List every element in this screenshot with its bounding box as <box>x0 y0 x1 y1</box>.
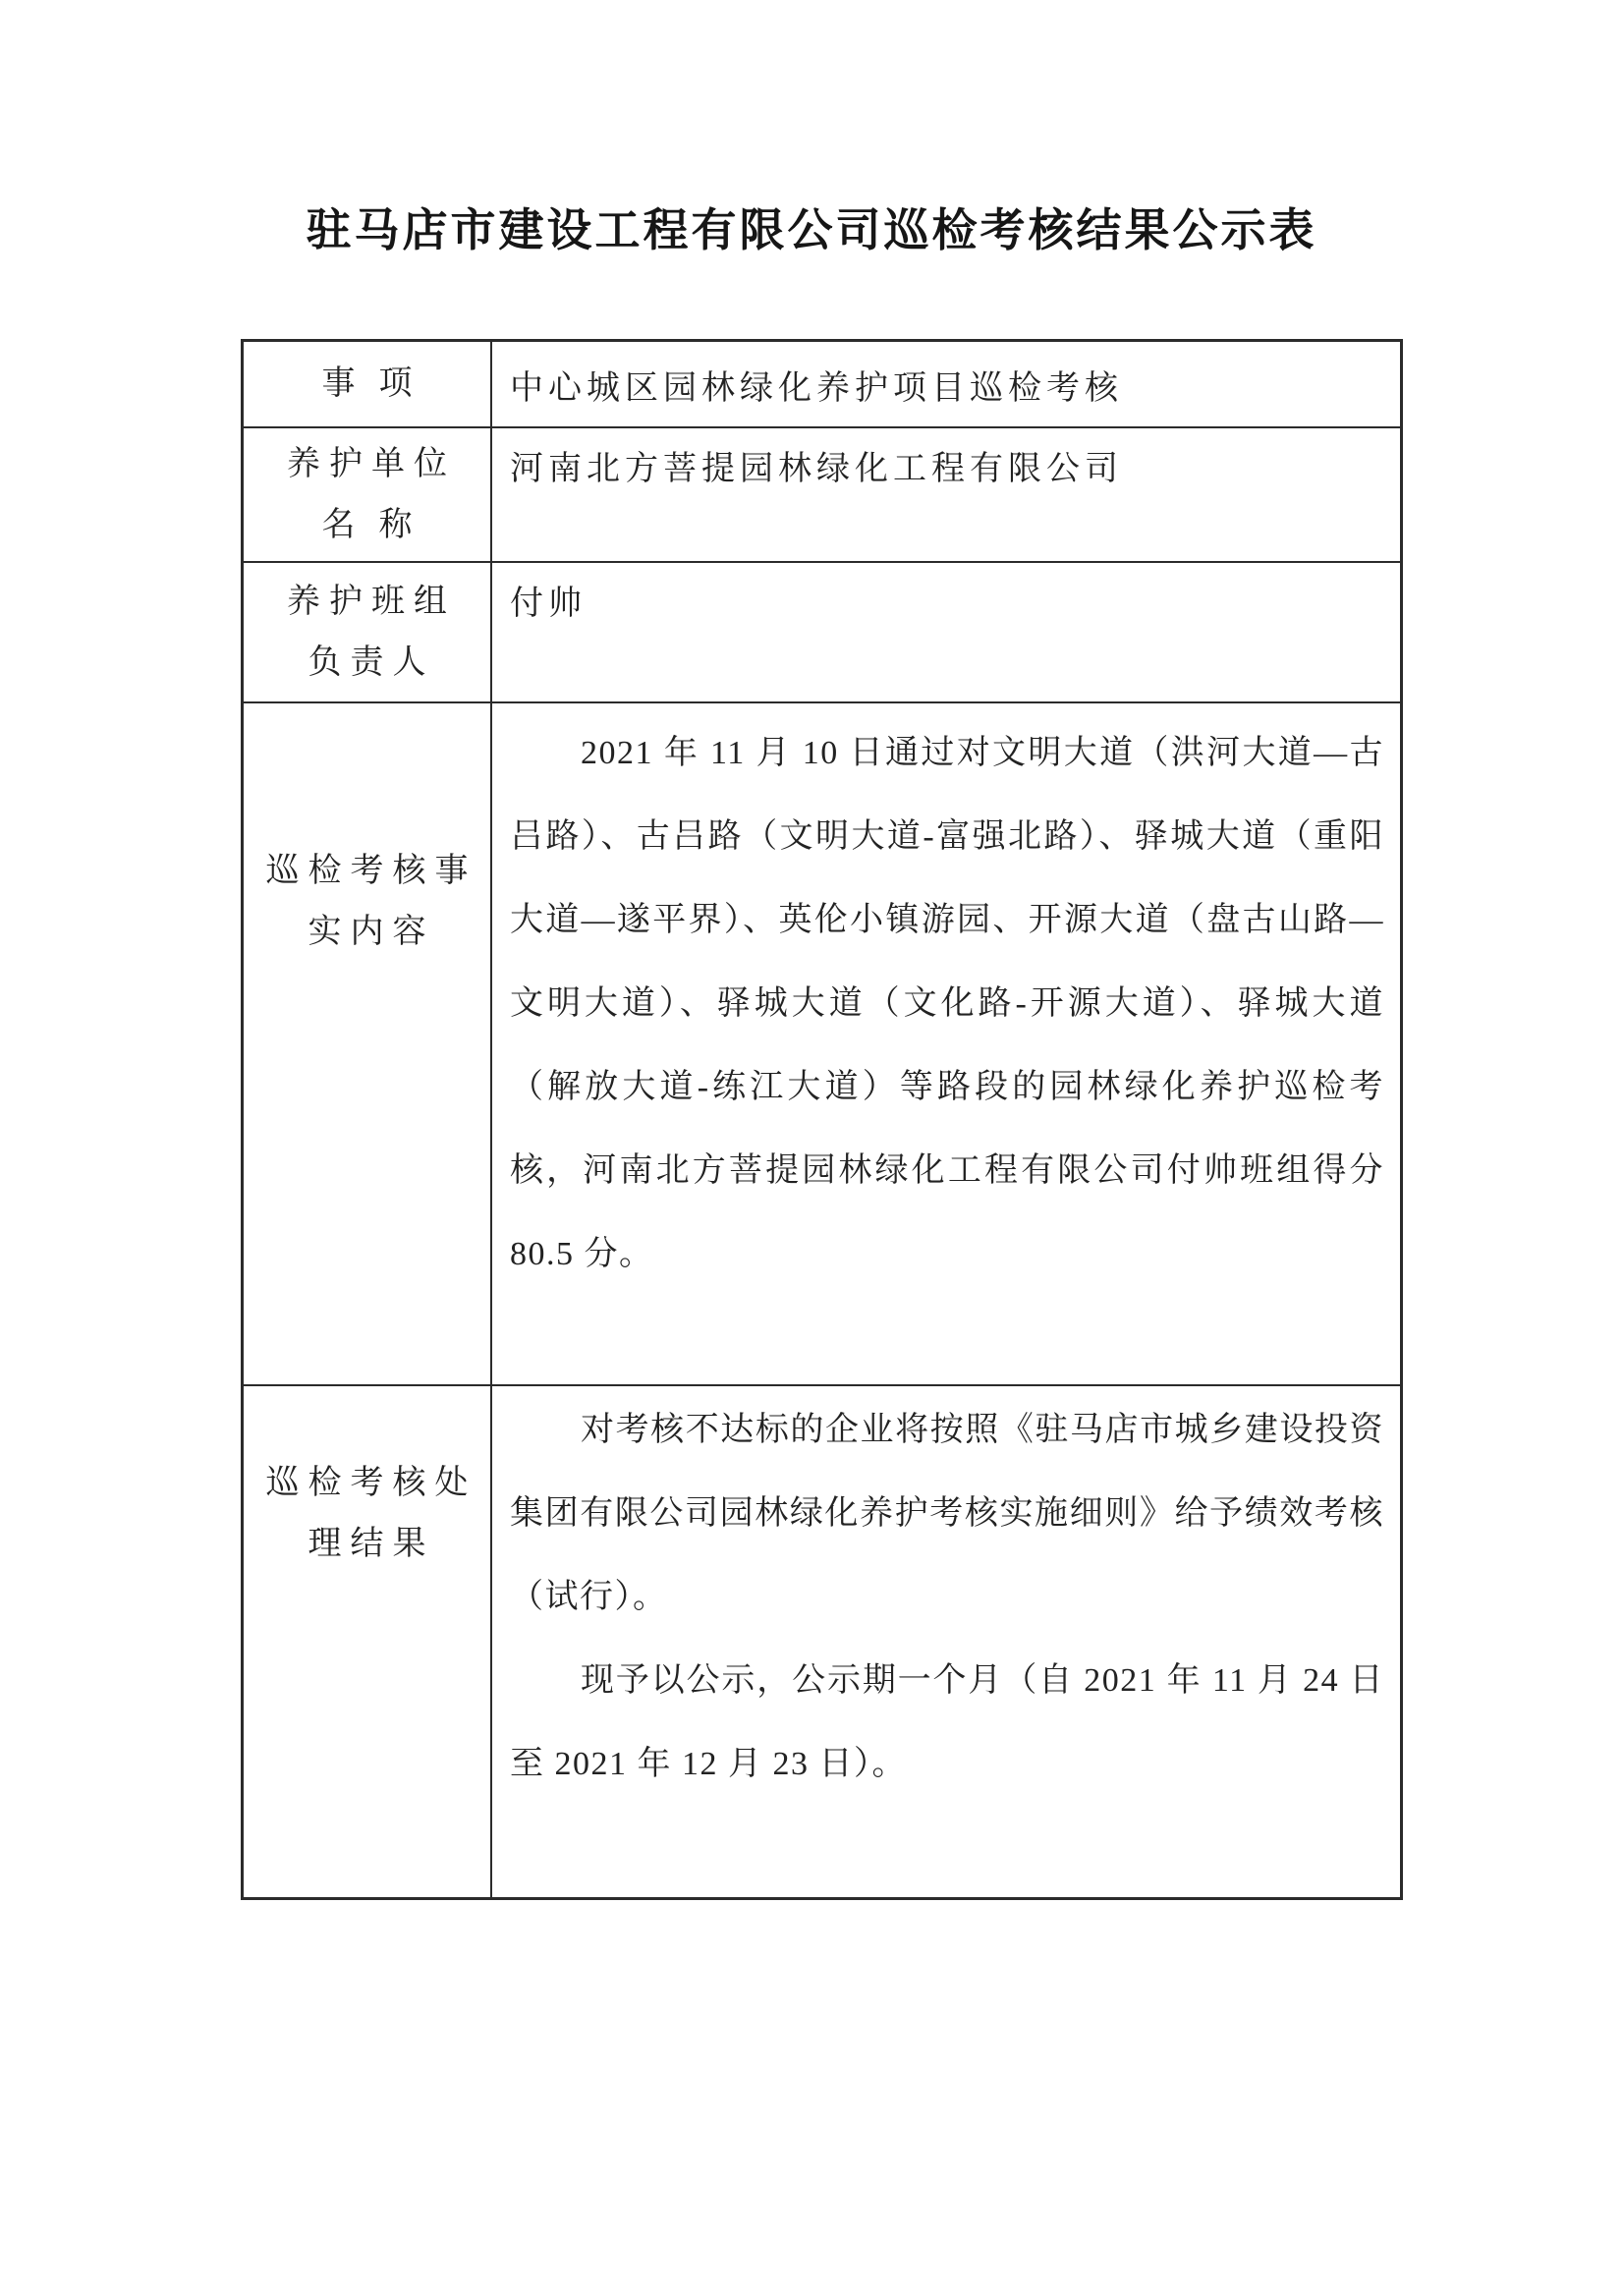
row-value-text: 河南北方菩提园林绿化工程有限公司 <box>510 451 1123 487</box>
row-value <box>492 428 1400 561</box>
row-label-text: 巡检考核事 <box>265 853 477 889</box>
inspection-content-paragraph: 2021 年 11 月 10 日通过对文明大道（洪河大道—古吕路）、古吕路（文明大道-富强北路）、驿城大道（重阳大道—遂平界）、英伦小镇游园、开源大道（盘古山路—文明大道）、驿城大道（文化路-开源大道）、驿城大道（解放大道-练江大道）等路段的园林绿化养护巡检考核，河南北方菩提园林绿化工程有限公司付帅班组得分 80.5 分。 <box>510 735 1384 1272</box>
row-label <box>244 1386 492 1897</box>
table-row-inspection-content <box>244 701 1400 1384</box>
row-label-text: 名称 <box>321 506 436 543</box>
table-row-team-leader <box>244 561 1400 701</box>
publicity-period-paragraph: 现予以公示，公示期一个月（自 2021 年 11 月 24 日至 2021 年 12 月 23 日）。 <box>510 1662 1384 1782</box>
row-value <box>492 703 1400 1384</box>
table-row-handling-result <box>244 1384 1400 1897</box>
page-title: 驻马店市建设工程有限公司巡检考核结果公示表 <box>306 205 1317 255</box>
table-row-maintenance-unit <box>244 426 1400 561</box>
row-value-text: 付帅 <box>510 586 587 622</box>
row-value-text: 中心城区园林绿化养护项目巡检考核 <box>510 369 1123 407</box>
table-row-item <box>244 342 1400 426</box>
notice-table <box>241 339 1403 1900</box>
row-label-text: 事项 <box>321 365 436 402</box>
row-label-text: 实内容 <box>308 914 435 950</box>
row-value <box>492 563 1400 701</box>
row-label <box>244 342 492 426</box>
row-label-text: 理结果 <box>308 1526 435 1562</box>
handling-result-paragraph: 对考核不达标的企业将按照《驻马店市城乡建设投资集团有限公司园林绿化养护考核实施细则》给予绩效考核（试行）。 <box>510 1412 1384 1615</box>
row-value <box>492 342 1400 426</box>
row-label-text: 负责人 <box>308 644 435 681</box>
row-label-text: 巡检考核处 <box>265 1465 477 1501</box>
row-label <box>244 563 492 701</box>
row-value <box>492 1386 1400 1897</box>
row-label <box>244 703 492 1384</box>
row-label-text: 养护班组 <box>287 583 456 620</box>
row-label-text: 养护单位 <box>287 445 456 482</box>
row-label <box>244 428 492 561</box>
